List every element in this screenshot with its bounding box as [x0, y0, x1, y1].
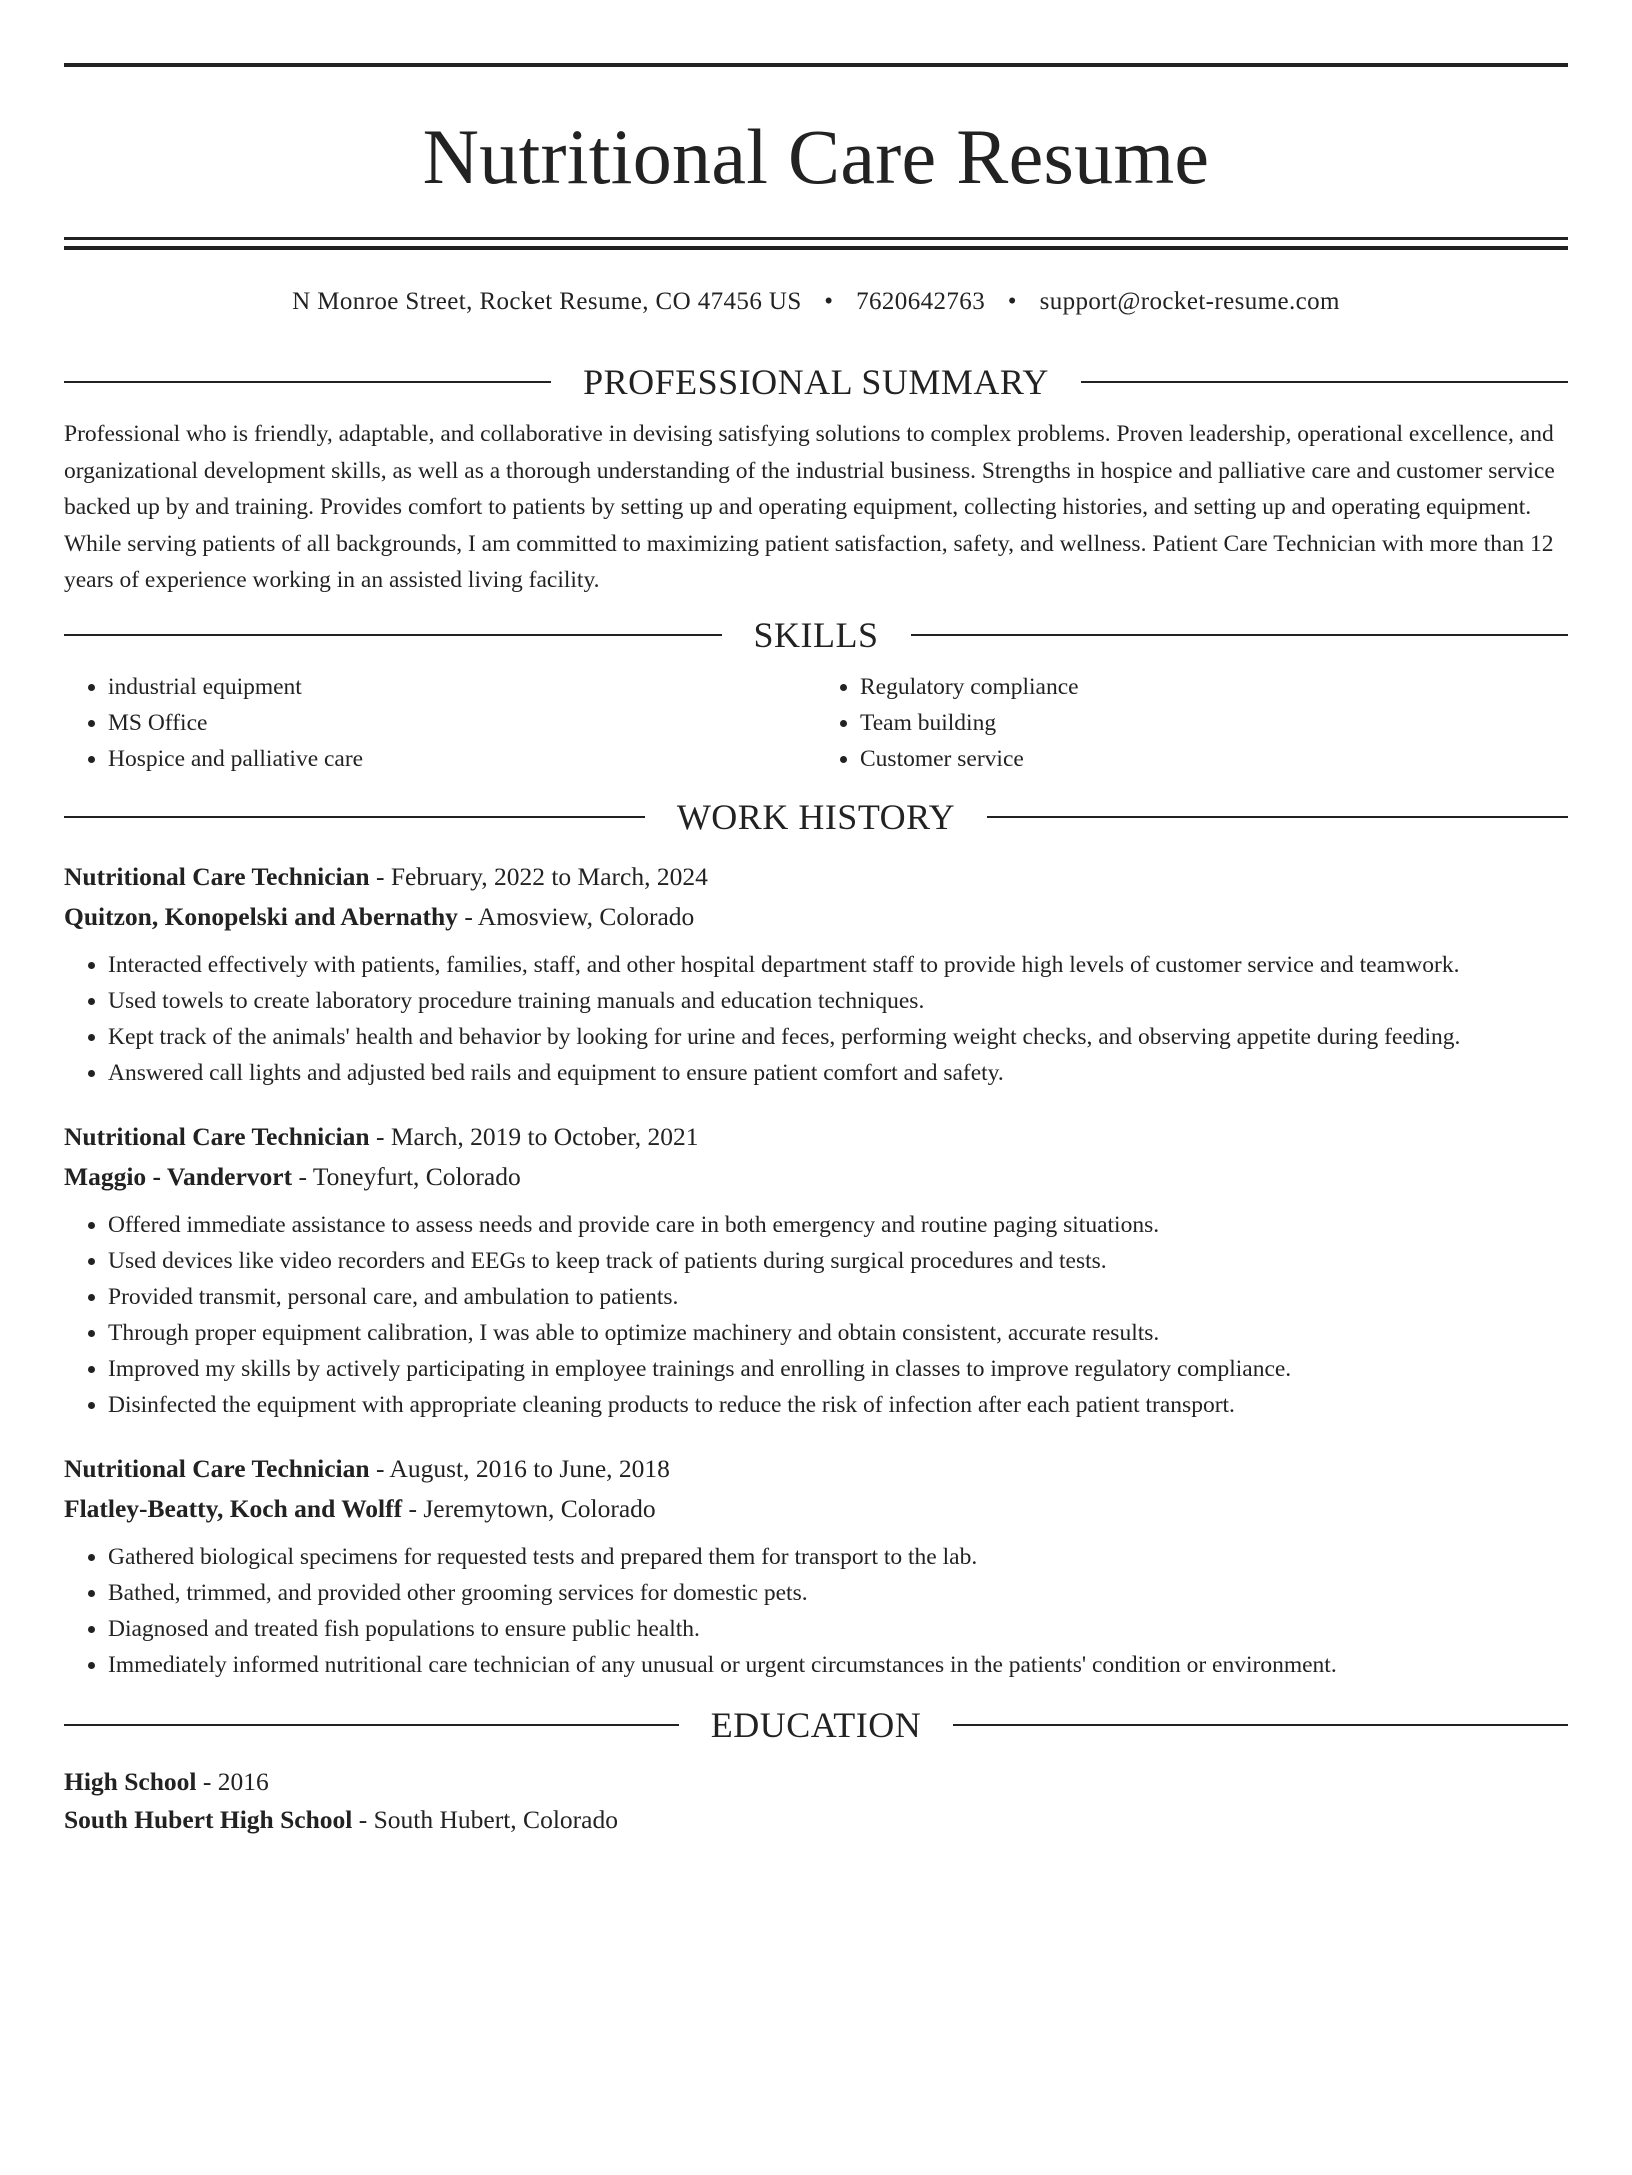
job-bullet: • Used towels to create laboratory procedure training manuals and education techniques.	[108, 983, 1568, 1019]
education-location: South Hubert, Colorado	[373, 1804, 618, 1834]
section-heading-label: PROFESSIONAL SUMMARY	[583, 362, 1049, 402]
job-entry	[64, 857, 1568, 1091]
skill-item: • industrial equipment	[108, 669, 816, 705]
job-bullet: • Provided transmit, personal care, and ambulation to patients.	[108, 1279, 1568, 1315]
heading-rule	[64, 634, 722, 636]
job-bullet: • Offered immediate assistance to assess needs and provide care in both emergency and routine paging situations.	[108, 1207, 1568, 1243]
job-bullet: • Disinfected the equipment with appropriate cleaning products to reduce the risk of infection after each patient transport.	[108, 1387, 1568, 1423]
skill-item: • MS Office	[108, 705, 816, 741]
contact-separator: •	[1007, 288, 1017, 315]
job-title-line: Nutritional Care Technician - February, 2022 to March, 2024	[64, 861, 708, 891]
skill-item: • Customer service	[860, 741, 1568, 777]
job-bullets	[64, 1207, 1568, 1423]
resume-title: Nutritional Care Resume	[422, 113, 1210, 200]
heading-rule	[64, 816, 645, 818]
job-company: Maggio - Vandervort	[64, 1161, 293, 1191]
heading-rule	[953, 1724, 1568, 1726]
section-heading-work-history	[64, 795, 1568, 839]
resume-page	[0, 63, 1632, 2175]
contact-line	[64, 286, 1568, 318]
section-heading-skills	[64, 613, 1568, 657]
job-bullet: • Interacted effectively with patients, families, staff, and other hospital department staff to provide high levels of customer service and teamwork.	[108, 947, 1568, 983]
heading-rule	[64, 381, 551, 383]
job-location: Jeremytown, Colorado	[423, 1493, 656, 1523]
job-title-line: Nutritional Care Technician - August, 2016 to June, 2018	[64, 1453, 670, 1483]
summary-text: Professional who is friendly, adaptable, and collaborative in devising satisfying solutions to complex problems. Proven leadership, operational excellence, and organizational development skills, as well as a thorough understanding of the industrial business. Strengths in hospice and palliative care and customer service backed up by and training. Provides comfort to patients by setting up and operating equipment, collecting histories, and setting up and operating equipment. While serving patients of all backgrounds, I am committed to maximizing patient satisfaction, safety, and wellness. Patient Care Technician with more than 12 years of experience working in an assisted living facility.	[64, 421, 1555, 593]
job-bullet: • Kept track of the animals' health and behavior by looking for urine and feces, performing weight checks, and observing appetite during feeding.	[108, 1019, 1568, 1055]
job-bullet: • Improved my skills by actively participating in employee trainings and enrolling in classes to improve regulatory compliance.	[108, 1351, 1568, 1387]
section-heading-label: WORK HISTORY	[676, 796, 956, 837]
top-rule	[64, 63, 1568, 67]
job-location: Toneyfurt, Colorado	[312, 1161, 521, 1191]
heading-rule	[911, 634, 1569, 636]
contact-phone: 7620642763	[856, 288, 986, 315]
job-bullet: • Immediately informed nutritional care technician of any unusual or urgent circumstances in the patients' condition or environment.	[108, 1647, 1568, 1683]
education-degree: High School	[64, 1766, 197, 1796]
job-company-line: Maggio - Vandervort - Toneyfurt, Colorado	[64, 1161, 521, 1191]
education-school: South Hubert High School	[64, 1804, 353, 1834]
skills-column-left	[64, 669, 816, 777]
skill-item: • Regulatory compliance	[860, 669, 1568, 705]
job-title-line: Nutritional Care Technician - March, 2019 to October, 2021	[64, 1121, 699, 1151]
contact-separator: •	[824, 288, 834, 315]
section-heading-label: SKILLS	[753, 614, 879, 655]
job-dates: August, 2016 to June, 2018	[389, 1453, 670, 1483]
title-double-rule	[64, 237, 1568, 250]
job-bullet: • Through proper equipment calibration, I was able to optimize machinery and obtain consistent, accurate results.	[108, 1315, 1568, 1351]
job-company-line: Flatley-Beatty, Koch and Wolff - Jeremytown, Colorado	[64, 1493, 656, 1523]
job-title: Nutritional Care Technician	[64, 861, 370, 891]
contact-address: N Monroe Street, Rocket Resume, CO 47456 US	[292, 288, 802, 315]
skill-item: • Hospice and palliative care	[108, 741, 816, 777]
work-history-list	[64, 857, 1568, 1683]
job-bullet: • Used devices like video recorders and EEGs to keep track of patients during surgical procedures and tests.	[108, 1243, 1568, 1279]
section-heading-label: EDUCATION	[710, 1704, 922, 1745]
job-dates: March, 2019 to October, 2021	[390, 1121, 699, 1151]
job-bullet: • Bathed, trimmed, and provided other grooming services for domestic pets.	[108, 1575, 1568, 1611]
job-dates: February, 2022 to March, 2024	[390, 861, 708, 891]
job-company-line: Quitzon, Konopelski and Abernathy - Amosview, Colorado	[64, 901, 695, 931]
education-entry	[64, 1763, 1568, 1839]
skills-column-right	[816, 669, 1568, 777]
heading-rule	[987, 816, 1568, 818]
job-location: Amosview, Colorado	[477, 901, 695, 931]
skills-list	[64, 669, 1568, 777]
job-bullet: • Gathered biological specimens for requested tests and prepared them for transport to the lab.	[108, 1539, 1568, 1575]
job-bullets	[64, 1539, 1568, 1683]
heading-rule	[64, 1724, 679, 1726]
education-year: 2016	[217, 1766, 269, 1796]
heading-rule	[1081, 381, 1568, 383]
education-school-line: South Hubert High School - South Hubert, Colorado	[64, 1804, 618, 1834]
job-title: Nutritional Care Technician	[64, 1453, 370, 1483]
job-bullet: • Answered call lights and adjusted bed rails and equipment to ensure patient comfort and safety.	[108, 1055, 1568, 1091]
job-bullets	[64, 947, 1568, 1091]
job-title: Nutritional Care Technician	[64, 1121, 370, 1151]
job-entry	[64, 1117, 1568, 1423]
section-heading-education	[64, 1703, 1568, 1747]
section-heading-summary	[64, 360, 1568, 404]
job-entry	[64, 1449, 1568, 1683]
job-company: Flatley-Beatty, Koch and Wolff	[64, 1493, 403, 1523]
job-company: Quitzon, Konopelski and Abernathy	[64, 901, 458, 931]
education-degree-line: High School - 2016	[64, 1766, 269, 1796]
contact-email: support@rocket-resume.com	[1039, 288, 1340, 315]
skill-item: • Team building	[860, 705, 1568, 741]
job-bullet: • Diagnosed and treated fish populations to ensure public health.	[108, 1611, 1568, 1647]
